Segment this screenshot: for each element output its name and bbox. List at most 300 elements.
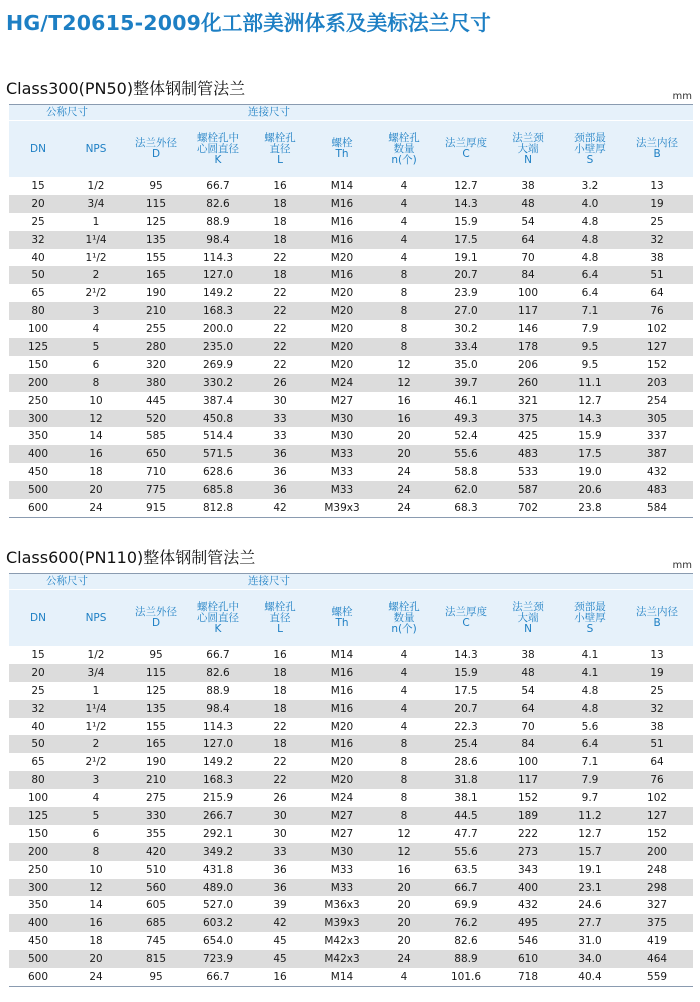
column-header-5: 螺栓 Th [311, 590, 373, 647]
table-cell: 18 [249, 735, 311, 753]
table-row [9, 392, 693, 410]
table-cell: 8 [67, 374, 125, 392]
table-cell: 4.8 [559, 231, 621, 249]
table-cell: 6.4 [559, 284, 621, 302]
table-cell: 275 [125, 789, 187, 807]
table-cell: 70 [497, 718, 559, 736]
table-cell: 150 [9, 825, 67, 843]
table-cell: M33 [311, 445, 373, 463]
table-cell: 206 [497, 356, 559, 374]
table-cell: 400 [9, 445, 67, 463]
table-cell: M33 [311, 879, 373, 897]
table-cell: 149.2 [187, 753, 249, 771]
table-cell: M14 [311, 177, 373, 195]
column-header-9: 颈部最 小壁厚 S [559, 590, 621, 647]
table-cell: 82.6 [187, 195, 249, 213]
column-header-0: DN [9, 121, 67, 178]
table-cell: 35.0 [435, 356, 497, 374]
table-cell: 17.5 [435, 231, 497, 249]
table-row [9, 825, 693, 843]
table-cell: 450.8 [187, 410, 249, 428]
table-cell: 64 [497, 700, 559, 718]
table-cell: 685 [125, 914, 187, 932]
table-cell: 48 [497, 195, 559, 213]
column-header-2: 法兰外径 D [125, 590, 187, 647]
table-cell: 135 [125, 700, 187, 718]
column-header-7: 法兰厚度 C [435, 590, 497, 647]
table-cell: 19.0 [559, 463, 621, 481]
table-cell: 723.9 [187, 950, 249, 968]
table-cell: 18 [249, 682, 311, 700]
table-cell: 431.8 [187, 861, 249, 879]
table-cell: 387 [621, 445, 693, 463]
table-row [9, 284, 693, 302]
table-cell: 12.7 [559, 392, 621, 410]
table-cell: 80 [9, 302, 67, 320]
table-cell: 13 [621, 646, 693, 664]
table-cell: M16 [311, 266, 373, 284]
table-cell: 4.8 [559, 249, 621, 267]
table-cell: 4.8 [559, 700, 621, 718]
table-cell: 387.4 [187, 392, 249, 410]
table-cell: 52.4 [435, 427, 497, 445]
table-cell: 15 [9, 177, 67, 195]
table-cell: 7.1 [559, 753, 621, 771]
table-row [9, 410, 693, 428]
table-cell: M20 [311, 320, 373, 338]
table-cell: 42 [249, 914, 311, 932]
table-cell: 54 [497, 213, 559, 231]
table-cell: 82.6 [435, 932, 497, 950]
table-cell: 69.9 [435, 896, 497, 914]
table-cell: 702 [497, 499, 559, 517]
table-cell: 16 [249, 646, 311, 664]
table-cell: 330.2 [187, 374, 249, 392]
table-cell: 4 [373, 664, 435, 682]
table-cell: M16 [311, 213, 373, 231]
table-cell: 33 [249, 410, 311, 428]
table-cell: 610 [497, 950, 559, 968]
table-cell: 8 [373, 320, 435, 338]
table-cell: M24 [311, 789, 373, 807]
table-cell: M33 [311, 861, 373, 879]
table-cell: 125 [9, 807, 67, 825]
column-header-7: 法兰厚度 C [435, 121, 497, 178]
table-cell: 12 [373, 825, 435, 843]
table-cell: 34.0 [559, 950, 621, 968]
table-cell: 12 [67, 879, 125, 897]
table-cell: 102 [621, 789, 693, 807]
table-cell: 26 [249, 789, 311, 807]
table-cell: 520 [125, 410, 187, 428]
table-cell: 45 [249, 950, 311, 968]
table-row [9, 664, 693, 682]
column-header-8: 法兰颈 大端 N [497, 121, 559, 178]
table-cell: 26 [249, 374, 311, 392]
table-cell: 125 [125, 682, 187, 700]
table-cell: 22 [249, 284, 311, 302]
table-cell: M16 [311, 735, 373, 753]
table-row [9, 861, 693, 879]
table-cell: 114.3 [187, 718, 249, 736]
table-cell: 190 [125, 284, 187, 302]
table-cell: 298 [621, 879, 693, 897]
table-cell: 500 [9, 950, 67, 968]
table-cell: 7.9 [559, 320, 621, 338]
table-cell: 19.1 [559, 861, 621, 879]
table-cell: 200.0 [187, 320, 249, 338]
table-cell: 100 [9, 320, 67, 338]
table-cell: 4 [373, 249, 435, 267]
table-cell: 16 [67, 914, 125, 932]
table-row [9, 682, 693, 700]
table-cell: 483 [621, 481, 693, 499]
table-cell: 560 [125, 879, 187, 897]
table-cell: 38.1 [435, 789, 497, 807]
table-cell: 775 [125, 481, 187, 499]
table-cell: M20 [311, 718, 373, 736]
group-header-connect: 连接尺寸 [125, 574, 693, 590]
table-cell: 18 [249, 700, 311, 718]
table-cell: 654.0 [187, 932, 249, 950]
table-row [9, 896, 693, 914]
table-cell: 6 [67, 356, 125, 374]
table-cell: 3.2 [559, 177, 621, 195]
table-cell: 64 [621, 753, 693, 771]
table-cell: 49.3 [435, 410, 497, 428]
table-cell: 527.0 [187, 896, 249, 914]
table-cell: 355 [125, 825, 187, 843]
table-cell: 22 [249, 302, 311, 320]
table-cell: 2 [67, 735, 125, 753]
table-cell: 17.5 [435, 682, 497, 700]
table-cell: 165 [125, 266, 187, 284]
table-cell: 20.6 [559, 481, 621, 499]
table-cell: 489.0 [187, 879, 249, 897]
table-cell: 100 [9, 789, 67, 807]
table-cell: 66.7 [187, 646, 249, 664]
column-header-6: 螺栓孔 数量 n(个) [373, 121, 435, 178]
table-row [9, 481, 693, 499]
table-cell: M20 [311, 284, 373, 302]
table-cell: 745 [125, 932, 187, 950]
table-cell: 628.6 [187, 463, 249, 481]
table-cell: M14 [311, 646, 373, 664]
table-cell: 584 [621, 499, 693, 517]
table-cell: 27.0 [435, 302, 497, 320]
table-cell: 587 [497, 481, 559, 499]
table-cell: M20 [311, 356, 373, 374]
table-cell: 66.7 [435, 879, 497, 897]
table-cell: M42x3 [311, 950, 373, 968]
table-cell: 14 [67, 896, 125, 914]
table-cell: 28.6 [435, 753, 497, 771]
table-cell: 100 [497, 284, 559, 302]
table-cell: 203 [621, 374, 693, 392]
table-cell: 150 [9, 356, 67, 374]
table-cell: 1 [67, 213, 125, 231]
table-cell: 95 [125, 177, 187, 195]
table-cell: 70 [497, 249, 559, 267]
table-cell: 168.3 [187, 771, 249, 789]
table-cell: 20 [373, 879, 435, 897]
column-header-8: 法兰颈 大端 N [497, 590, 559, 647]
table-cell: 100 [497, 753, 559, 771]
table-cell: 80 [9, 771, 67, 789]
table-cell: 8 [373, 735, 435, 753]
table-cell: 603.2 [187, 914, 249, 932]
table-cell: 305 [621, 410, 693, 428]
table-cell: 10 [67, 392, 125, 410]
table-cell: 8 [373, 807, 435, 825]
table-cell: 16 [373, 392, 435, 410]
table-row [9, 356, 693, 374]
table-cell: 4 [373, 968, 435, 986]
table-cell: 269.9 [187, 356, 249, 374]
table-cell: M16 [311, 664, 373, 682]
table-cell: 23.1 [559, 879, 621, 897]
table-cell: 260 [497, 374, 559, 392]
table-cell: 400 [9, 914, 67, 932]
table-row [9, 320, 693, 338]
table-row [9, 879, 693, 897]
table-cell: 50 [9, 735, 67, 753]
table-cell: 24.6 [559, 896, 621, 914]
table-cell: 300 [9, 879, 67, 897]
table-cell: 30 [249, 825, 311, 843]
table-cell: 36 [249, 481, 311, 499]
page-title: HG/T20615-2009化工部美洲体系及美标法兰尺寸 [6, 11, 491, 35]
table-cell: 22 [249, 771, 311, 789]
table-cell: M20 [311, 249, 373, 267]
table-cell: 117 [497, 302, 559, 320]
table-cell: 8 [373, 753, 435, 771]
table-cell: 710 [125, 463, 187, 481]
table-cell: 155 [125, 718, 187, 736]
table-cell: 38 [621, 249, 693, 267]
table-cell: 2¹/2 [67, 753, 125, 771]
table-cell: 36 [249, 861, 311, 879]
table-cell: 25 [621, 213, 693, 231]
table-cell: 4 [373, 195, 435, 213]
table-cell: 17.5 [559, 445, 621, 463]
table-cell: 168.3 [187, 302, 249, 320]
table-cell: 15 [9, 646, 67, 664]
column-header-4: 螺栓孔 直径 L [249, 121, 311, 178]
table-cell: 815 [125, 950, 187, 968]
flange-table-class300 [9, 105, 693, 518]
table-cell: 8 [373, 338, 435, 356]
table-cell: 45 [249, 932, 311, 950]
table-row [9, 700, 693, 718]
table-cell: 13 [621, 177, 693, 195]
table-cell: 95 [125, 968, 187, 986]
table-cell: 20 [373, 914, 435, 932]
table-cell: 48 [497, 664, 559, 682]
table-cell: 44.5 [435, 807, 497, 825]
table-cell: 19 [621, 195, 693, 213]
table-cell: 915 [125, 499, 187, 517]
table-cell: 12.7 [435, 177, 497, 195]
table-2-title: Class600(PN110)整体钢制管法兰 [6, 548, 256, 567]
table-cell: 18 [249, 213, 311, 231]
table-cell: 152 [621, 356, 693, 374]
table-cell: 149.2 [187, 284, 249, 302]
table-cell: 20 [9, 664, 67, 682]
table-cell: 8 [67, 843, 125, 861]
table-cell: 24 [67, 499, 125, 517]
table-cell: 18 [249, 231, 311, 249]
table-cell: 464 [621, 950, 693, 968]
table-cell: 155 [125, 249, 187, 267]
table-row [9, 374, 693, 392]
table-cell: 546 [497, 932, 559, 950]
table-cell: 4.0 [559, 195, 621, 213]
table-cell: 343 [497, 861, 559, 879]
table-row [9, 807, 693, 825]
table-cell: 718 [497, 968, 559, 986]
table-cell: 1¹/4 [67, 231, 125, 249]
table-row [9, 195, 693, 213]
table-cell: 14.3 [559, 410, 621, 428]
table-cell: 250 [9, 392, 67, 410]
table-cell: M20 [311, 338, 373, 356]
table-cell: 3 [67, 302, 125, 320]
table-cell: 22 [249, 338, 311, 356]
table-cell: 114.3 [187, 249, 249, 267]
table-cell: 500 [9, 481, 67, 499]
table-cell: 533 [497, 463, 559, 481]
column-header-3: 螺栓孔中 心圆直径 K [187, 121, 249, 178]
table-cell: M16 [311, 682, 373, 700]
table-cell: 321 [497, 392, 559, 410]
table-cell: 15.9 [435, 664, 497, 682]
table-cell: 16 [373, 861, 435, 879]
table-cell: 3 [67, 771, 125, 789]
table-cell: M30 [311, 427, 373, 445]
table-cell: 54 [497, 682, 559, 700]
table-cell: 445 [125, 392, 187, 410]
table-cell: 39.7 [435, 374, 497, 392]
table-cell: 32 [9, 700, 67, 718]
table-cell: 50 [9, 266, 67, 284]
table-cell: 51 [621, 266, 693, 284]
table-cell: 32 [9, 231, 67, 249]
table-cell: 25.4 [435, 735, 497, 753]
flange-table-class600 [9, 574, 693, 987]
table-cell: 375 [497, 410, 559, 428]
table-cell: 20 [373, 896, 435, 914]
table-cell: 4 [373, 718, 435, 736]
table-cell: 25 [9, 213, 67, 231]
table-cell: M36x3 [311, 896, 373, 914]
table-cell: 165 [125, 735, 187, 753]
table-cell: 146 [497, 320, 559, 338]
table-cell: 12 [373, 843, 435, 861]
table-cell: 30 [249, 807, 311, 825]
table-cell: 19.1 [435, 249, 497, 267]
table-cell: 76.2 [435, 914, 497, 932]
table-cell: 31.0 [559, 932, 621, 950]
table-cell: 571.5 [187, 445, 249, 463]
table-cell: 5.6 [559, 718, 621, 736]
table-cell: 350 [9, 427, 67, 445]
table-cell: M27 [311, 807, 373, 825]
table-cell: 20 [9, 195, 67, 213]
table-cell: 215.9 [187, 789, 249, 807]
table-cell: 24 [67, 968, 125, 986]
table-cell: 62.0 [435, 481, 497, 499]
table-cell: 12.7 [559, 825, 621, 843]
table-cell: 483 [497, 445, 559, 463]
table-cell: 115 [125, 195, 187, 213]
table-cell: 24 [373, 499, 435, 517]
table-cell: 18 [249, 195, 311, 213]
table-cell: 4 [67, 789, 125, 807]
table-cell: 510 [125, 861, 187, 879]
table-cell: 6.4 [559, 735, 621, 753]
group-header-nominal: 公称尺寸 [9, 105, 125, 121]
table-cell: 14.3 [435, 646, 497, 664]
column-header-3: 螺栓孔中 心圆直径 K [187, 590, 249, 647]
table-cell: 18 [249, 664, 311, 682]
table-cell: 420 [125, 843, 187, 861]
table-cell: 82.6 [187, 664, 249, 682]
table-cell: 5 [67, 338, 125, 356]
table-cell: 178 [497, 338, 559, 356]
table-cell: 8 [373, 302, 435, 320]
table-cell: 200 [621, 843, 693, 861]
table-cell: 66.7 [187, 177, 249, 195]
table-cell: 200 [9, 843, 67, 861]
table-cell: 6 [67, 825, 125, 843]
table-cell: 189 [497, 807, 559, 825]
table-cell: 4 [373, 700, 435, 718]
table-cell: 16 [67, 445, 125, 463]
table-cell: M20 [311, 771, 373, 789]
table-cell: 600 [9, 968, 67, 986]
table-row [9, 231, 693, 249]
group-header-nominal: 公称尺寸 [9, 574, 125, 590]
table-cell: 20.7 [435, 700, 497, 718]
table-cell: M33 [311, 481, 373, 499]
column-header-4: 螺栓孔 直径 L [249, 590, 311, 647]
table-cell: 88.9 [187, 682, 249, 700]
table-cell: 450 [9, 463, 67, 481]
table-cell: M20 [311, 753, 373, 771]
table-cell: 36 [249, 463, 311, 481]
table-cell: 64 [497, 231, 559, 249]
table-row [9, 789, 693, 807]
table-cell: 40 [9, 718, 67, 736]
table-cell: 380 [125, 374, 187, 392]
table-cell: 4 [373, 646, 435, 664]
table-cell: 4.8 [559, 213, 621, 231]
table-cell: 4 [373, 231, 435, 249]
table-cell: M14 [311, 968, 373, 986]
table-cell: 20 [373, 427, 435, 445]
table-cell: 63.5 [435, 861, 497, 879]
table-cell: 2 [67, 266, 125, 284]
column-header-2: 法兰外径 D [125, 121, 187, 178]
table-cell: 22 [249, 356, 311, 374]
table-1-title: Class300(PN50)整体钢制管法兰 [6, 79, 246, 98]
table-cell: 4.1 [559, 646, 621, 664]
table-cell: 8 [373, 284, 435, 302]
table-cell: 127.0 [187, 735, 249, 753]
table-cell: 65 [9, 753, 67, 771]
column-header-1: NPS [67, 590, 125, 647]
